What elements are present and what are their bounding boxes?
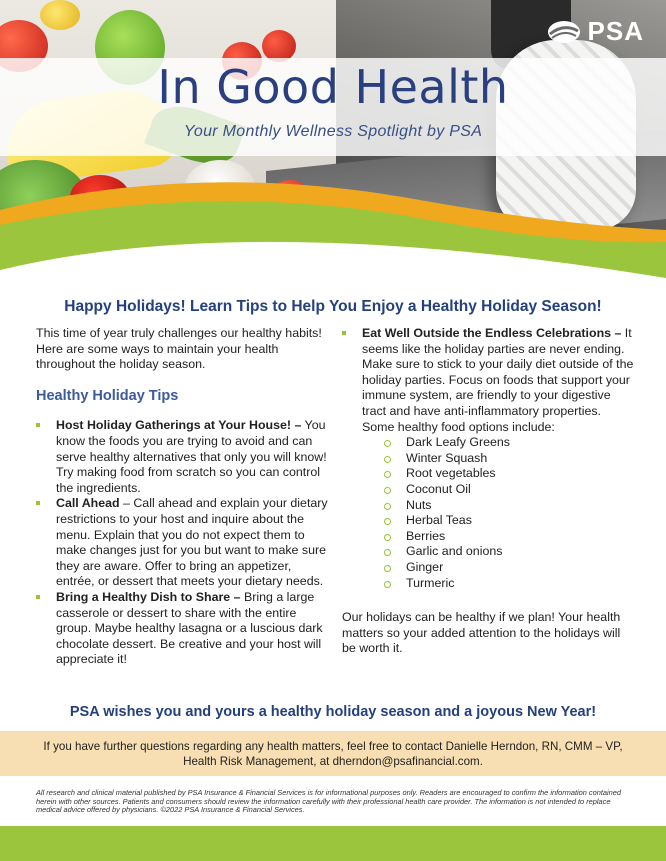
tip-title: Bring a Healthy Dish to Share –	[56, 589, 241, 604]
food-item-label: Dark Leafy Greens	[406, 435, 510, 450]
food-item-label: Nuts	[406, 497, 432, 512]
food-item-label: Winter Squash	[406, 450, 488, 465]
food-item	[384, 451, 634, 467]
tip-item	[36, 496, 328, 590]
food-item-label: Ginger	[406, 559, 444, 574]
food-item	[384, 576, 634, 592]
food-item-label: Garlic and onions	[406, 544, 503, 559]
tip-body: – Call ahead and explain your dietary restrictions to your host and inquire about the menu. Explain that you do not expect them to make changes just for you but want to make sure they are aware. Offer to bring an appetizer, entrée, or dessert that meets your dietary needs.	[56, 496, 328, 589]
intro-paragraph: This time of year truly challenges our healthy habits! Here are some ways to maintain your health throughout the holiday season.	[36, 326, 322, 372]
food-item	[384, 544, 634, 560]
circle-bullet-icon	[384, 503, 391, 510]
tip-title: Call Ahead	[56, 496, 120, 511]
header-banner	[0, 0, 666, 300]
holiday-wish: PSA wishes you and yours a healthy holiday season and a joyous New Year!	[69, 704, 597, 720]
tip-item	[342, 326, 634, 435]
circle-bullet-icon	[384, 581, 391, 588]
food-item	[384, 498, 634, 514]
circle-bullet-icon	[384, 534, 391, 541]
food-item-label: Berries	[406, 528, 446, 543]
food-item-label: Turmeric	[406, 575, 455, 590]
circle-bullet-icon	[384, 549, 391, 556]
psa-logo-text: PSA	[587, 16, 644, 46]
tip-item	[36, 418, 328, 496]
contact-banner	[0, 731, 666, 776]
food-item	[384, 560, 634, 576]
eat-well-list	[342, 326, 634, 435]
circle-bullet-icon	[384, 456, 391, 463]
bullet-icon	[36, 595, 40, 599]
psa-logo-icon	[546, 19, 582, 45]
tip-title: Eat Well Outside the Endless Celebrations –	[362, 326, 622, 340]
circle-bullet-icon	[384, 440, 391, 447]
footer-bar	[0, 826, 666, 861]
tips-heading: Healthy Holiday Tips	[36, 387, 179, 404]
tip-title: Host Holiday Gatherings at Your House! –	[56, 418, 302, 433]
food-item	[384, 435, 634, 451]
disclaimer-text: All research and clinical material published by PSA Insurance & Financial Services is for informational purposes only. Readers are encouraged to confirm the information contained herein with other sources. Patients and consumers should review the information carefully with their professional health care provider. The information is not intended to replace medical advice offered by physicians. ©2022 PSA Insurance & Financial Services.	[36, 788, 621, 815]
food-item-label: Root vegetables	[406, 466, 496, 481]
newsletter-subtitle: Your Monthly Wellness Spotlight by PSA	[183, 123, 483, 140]
circle-bullet-icon	[384, 487, 391, 494]
circle-bullet-icon	[384, 518, 391, 525]
food-item	[384, 466, 634, 482]
closing-paragraph: Our holidays can be healthy if we plan! Your health matters so your added attention to the holidays will be worth it.	[342, 610, 621, 656]
right-column	[342, 326, 634, 657]
food-item-label: Herbal Teas	[406, 513, 472, 528]
psa-logo	[546, 16, 644, 47]
tip-body: You know the foods you are trying to avoid and can serve healthy alternatives that only you will know! Try making food from scratch so you can control the ingredients.	[56, 418, 327, 495]
tip-body: Bring a large casserole or dessert to share with the entire group. Maybe healthy lasagna or a luscious dark chocolate dessert. Be creative and your host will appreciate it!	[56, 589, 323, 667]
page-headline: Happy Holidays! Learn Tips to Help You Enjoy a Healthy Holiday Season!	[64, 298, 602, 315]
tip-body: It seems like the holiday parties are never ending. Make sure to stick to your daily diet outside of the holiday parties. Focus on foods that support your immune system, are friendly to your digestive tract and have anti-inflammatory properties. Some healthy food options include:	[362, 326, 634, 434]
bullet-icon	[36, 501, 40, 505]
header-swoosh	[0, 170, 666, 300]
food-options-list	[384, 435, 634, 591]
contact-text: If you have further questions regarding any health matters, feel free to contact Danielle Herndon, RN, CMM – VP, Health Risk Management, at dherndon@psafinancial.com.	[43, 739, 623, 768]
food-item	[384, 529, 634, 545]
left-column	[36, 326, 328, 668]
circle-bullet-icon	[384, 471, 391, 478]
food-item	[384, 482, 634, 498]
bullet-icon	[36, 423, 40, 427]
food-item-label: Coconut Oil	[406, 481, 471, 496]
tip-item	[36, 590, 328, 668]
tips-list	[36, 418, 328, 668]
newsletter-title: In Good Health	[157, 60, 509, 114]
food-item	[384, 513, 634, 529]
bullet-icon	[342, 331, 346, 335]
lemon-image	[40, 0, 80, 30]
circle-bullet-icon	[384, 565, 391, 572]
